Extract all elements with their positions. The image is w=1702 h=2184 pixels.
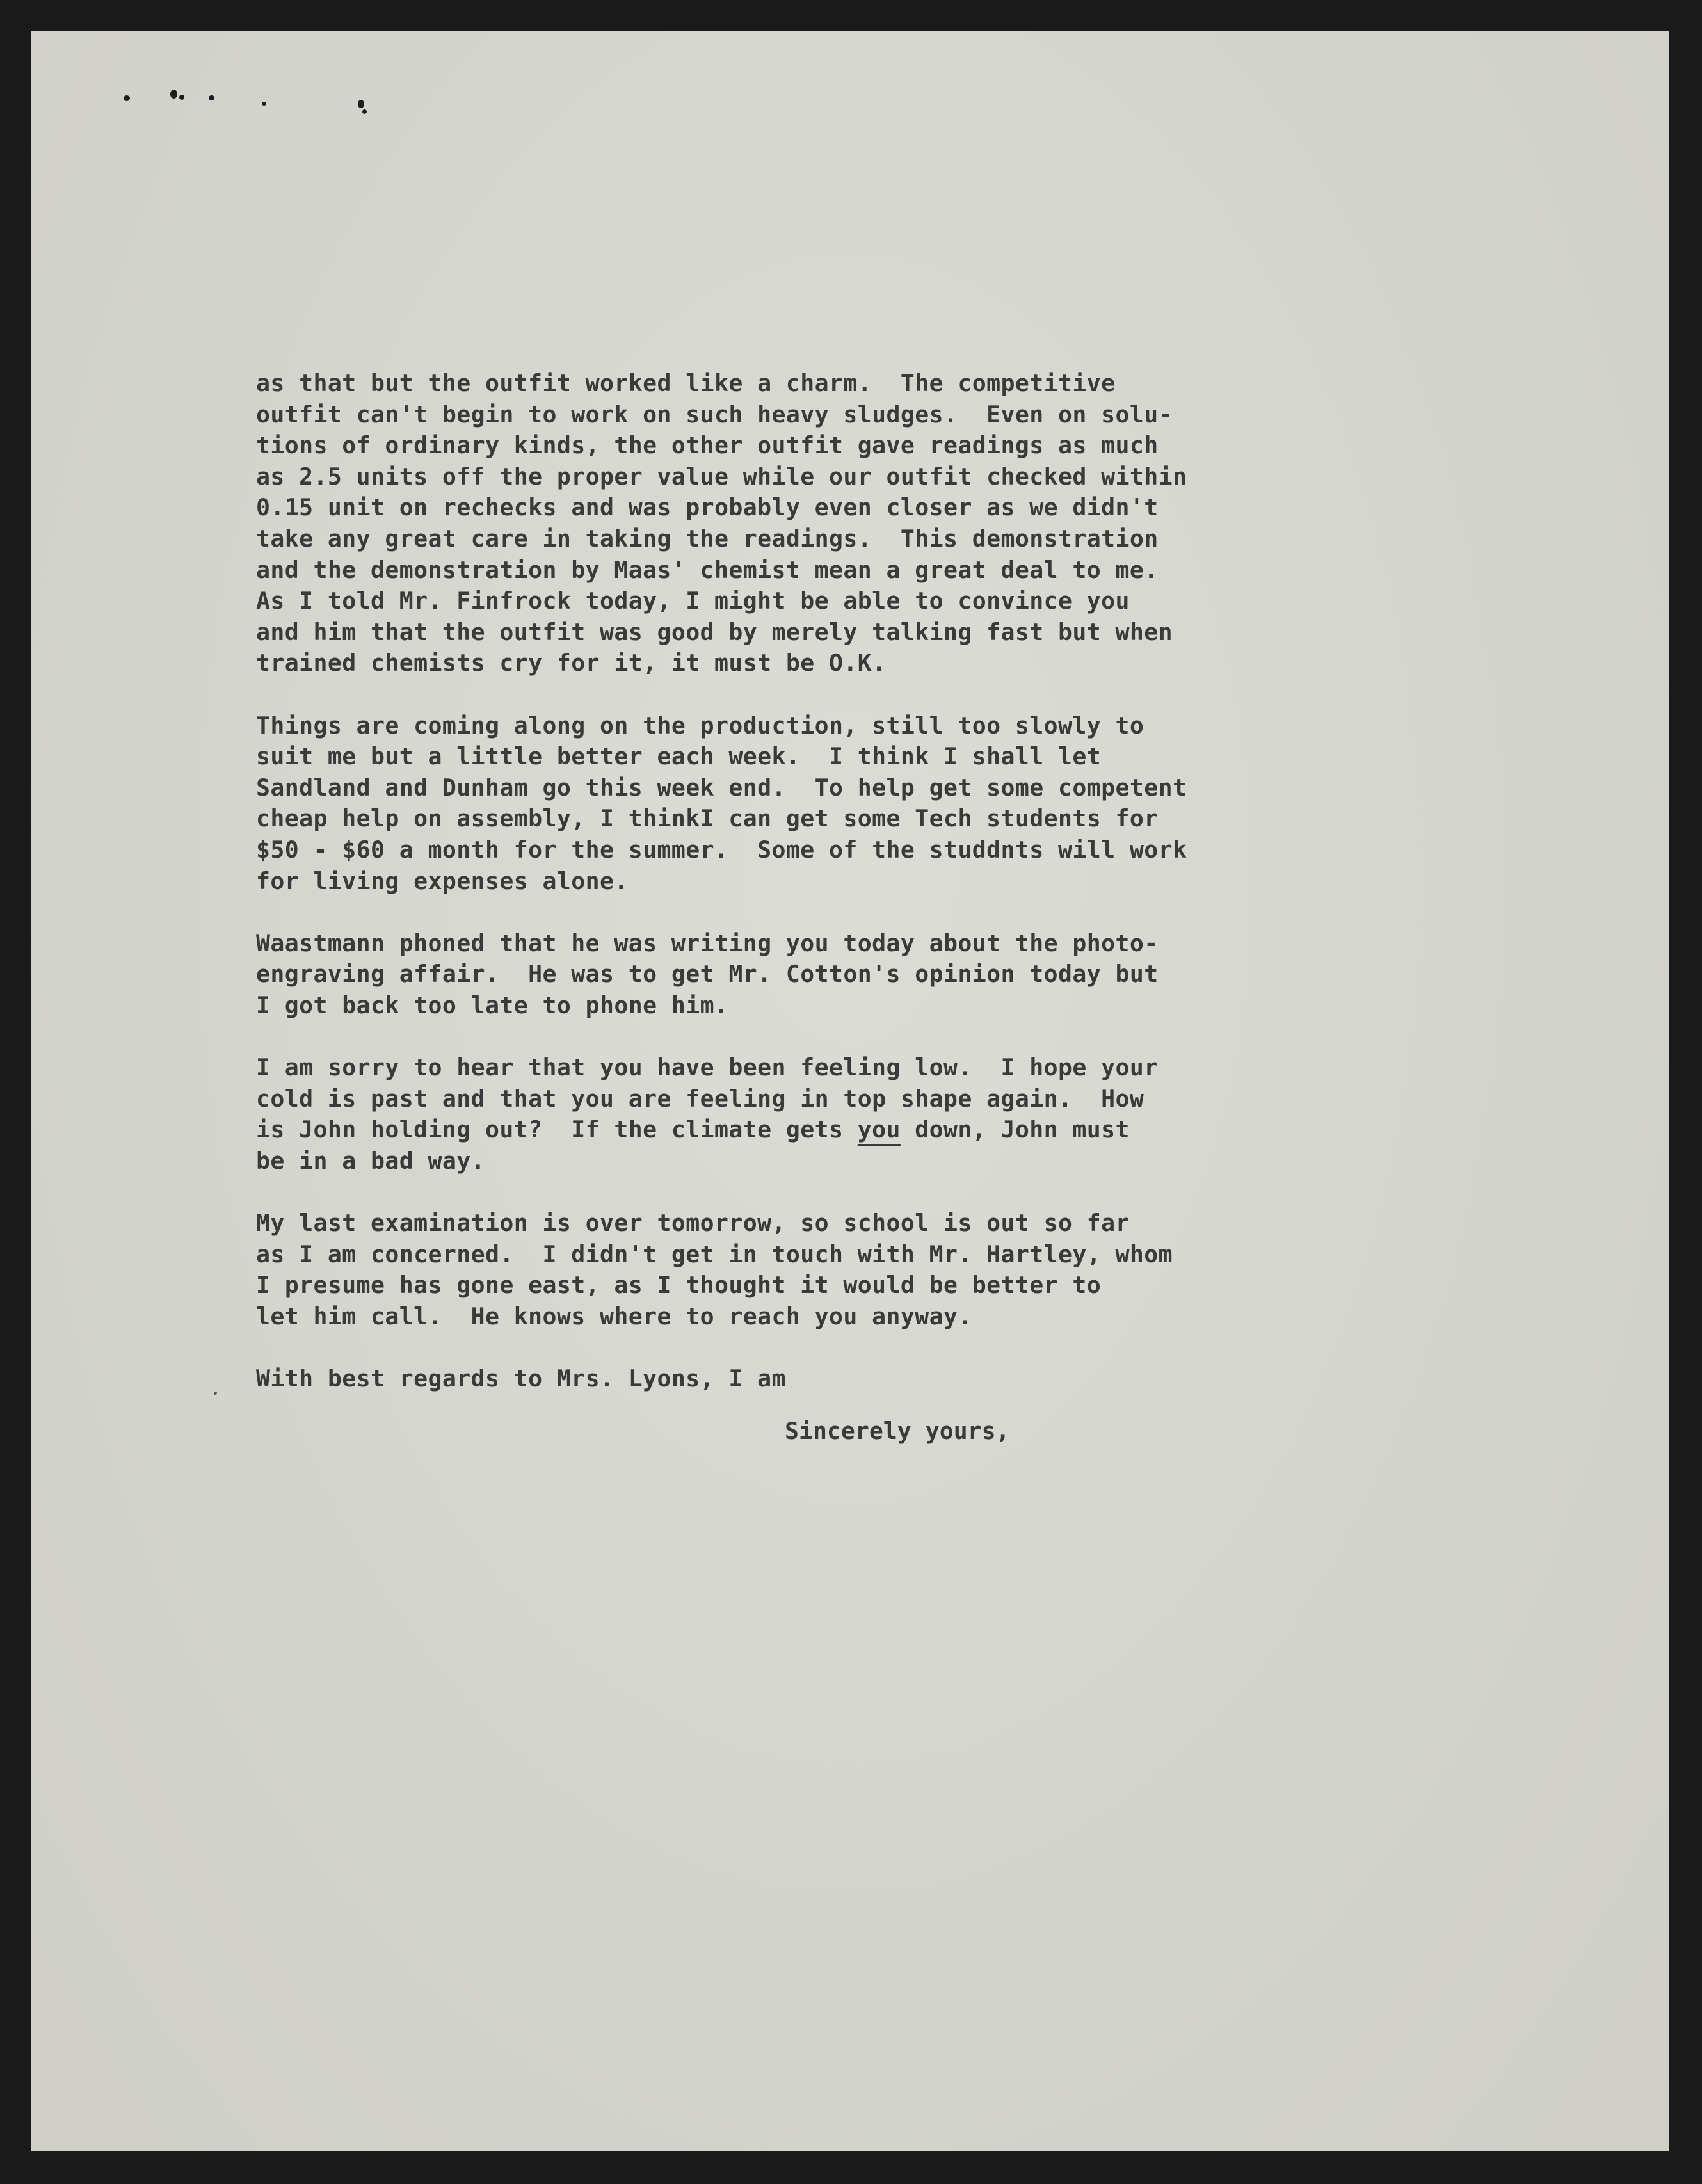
text-line: let him call. He knows where to reach you anyway. [256, 1302, 972, 1330]
text-line: $50 - $60 a month for the summer. Some of the studdnts will work [256, 835, 1187, 863]
text-line: as that but the outfit worked like a charm. The competitive [256, 369, 1116, 397]
text-line: outfit can't begin to work on such heavy sludges. Even on solu- [256, 400, 1173, 428]
paragraph-production [256, 711, 1408, 897]
text-line: 0.15 unit on rechecks and was probably even closer as we didn't [256, 494, 1159, 522]
punch-hole [362, 109, 367, 114]
text-segment: down, John must [900, 1116, 1130, 1144]
punch-hole [179, 95, 184, 100]
text-line: Waastmann phoned that he was writing you today about the photo- [256, 929, 1159, 957]
punch-hole [170, 90, 177, 99]
text-line: I presume has gone east, as I thought it would be better to [256, 1271, 1102, 1299]
paragraph-examination [256, 1208, 1408, 1332]
underlined-word: you [857, 1116, 901, 1144]
closing-salutation: Sincerely yours, [785, 1417, 1010, 1445]
text-line: Sandland and Dunham go this week end. To help get some competent [256, 773, 1187, 801]
paragraph-demonstration [256, 368, 1408, 679]
text-segment: is John holding out? If the climate gets [256, 1116, 858, 1144]
text-line: engraving affair. He was to get Mr. Cotton's opinion today but [256, 960, 1159, 988]
text-line: I got back too late to phone him. [256, 991, 729, 1019]
text-line: be in a bad way. [256, 1146, 485, 1175]
text-line: With best regards to Mrs. Lyons, I am [256, 1365, 786, 1392]
text-line: as 2.5 units off the proper value while our outfit checked within [256, 462, 1187, 490]
text-line: and him that the outfit was good by merely talking fast but when [256, 618, 1173, 646]
text-line: suit me but a little better each week. I think I shall let [256, 743, 1102, 771]
text-line: tions of ordinary kinds, the other outfit gave readings as much [256, 431, 1159, 460]
text-line: and the demonstration by Maas' chemist mean a great deal to me. [256, 556, 1159, 584]
paragraph-regards [256, 1363, 1408, 1395]
text-line: Things are coming along on the production, still too slowly to [256, 711, 1144, 739]
letter-page [31, 31, 1669, 2151]
paragraph-health [256, 1052, 1408, 1176]
punch-hole [124, 95, 130, 101]
punch-hole [209, 95, 214, 100]
text-line: My last examination is over tomorrow, so school is out so far [256, 1209, 1130, 1237]
text-line: cold is past and that you are feeling in top shape again. How [256, 1084, 1144, 1112]
text-line: As I told Mr. Finfrock today, I might be able to convince you [256, 587, 1130, 615]
text-line: as I am concerned. I didn't get in touch with Mr. Hartley, whom [256, 1240, 1173, 1268]
letter-body [256, 368, 1408, 1425]
punch-hole [262, 102, 266, 106]
stray-mark [214, 1392, 217, 1395]
text-line: for living expenses alone. [256, 867, 629, 895]
text-line-with-underline [256, 1114, 1408, 1146]
text-line: trained chemists cry for it, it must be O.K. [256, 649, 887, 677]
text-line: cheap help on assembly, I thinkI can get some Tech students for [256, 805, 1159, 833]
text-line: take any great care in taking the readings. This demonstration [256, 524, 1159, 552]
text-line: I am sorry to hear that you have been feeling low. I hope your [256, 1054, 1159, 1082]
paragraph-photoengraving [256, 928, 1408, 1022]
punch-hole [358, 100, 364, 108]
